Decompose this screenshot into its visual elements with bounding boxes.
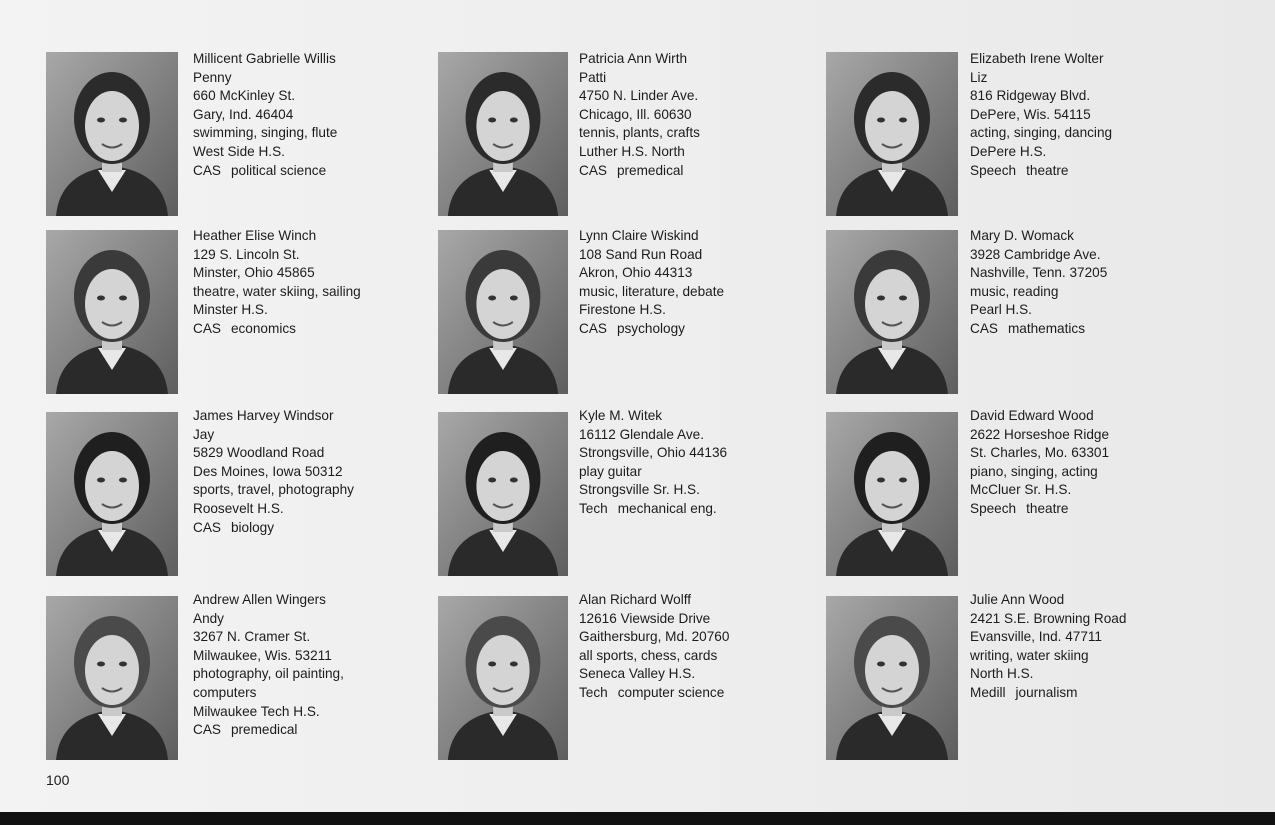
student-college: Tech xyxy=(579,500,608,516)
student-high-school: Roosevelt H.S. xyxy=(193,500,284,516)
student-portrait xyxy=(46,412,178,576)
student-street: 129 S. Lincoln St. xyxy=(193,246,300,262)
student-street: 3267 N. Cramer St. xyxy=(193,629,311,645)
student-high-school: Strongsville Sr. H.S. xyxy=(579,482,700,498)
student-high-school: West Side H.S. xyxy=(193,143,285,159)
student-portrait xyxy=(438,412,568,576)
page-number: 100 xyxy=(46,772,70,788)
student-activities: all sports, chess, cards xyxy=(579,647,718,663)
student-info xyxy=(970,407,1109,519)
student-name: Elizabeth Irene Wolter xyxy=(970,51,1104,66)
student-activities: theatre, water skiing, sailing xyxy=(193,283,361,299)
student-name: Kyle M. Witek xyxy=(579,408,663,423)
student-city: Milwaukee, Wis. 53211 xyxy=(193,647,332,663)
student-portrait xyxy=(438,52,568,216)
student-portrait xyxy=(826,52,958,216)
student-activities: swimming, singing, flute xyxy=(193,125,338,141)
student-major: premedical xyxy=(616,162,684,178)
student-portrait xyxy=(826,596,958,760)
student-name: James Harvey Windsor xyxy=(193,408,334,423)
student-major: economics xyxy=(230,320,296,336)
student-college: Speech xyxy=(970,500,1017,516)
student-portrait xyxy=(826,230,958,394)
student-major: journalism xyxy=(1015,684,1078,700)
student-college: Speech xyxy=(970,162,1017,178)
student-info xyxy=(579,50,700,180)
student-portrait xyxy=(46,52,178,216)
student-info xyxy=(579,407,727,519)
student-high-school: Pearl H.S. xyxy=(970,302,1032,318)
student-activities-cont: computers xyxy=(193,684,257,700)
student-portrait xyxy=(438,596,568,760)
student-high-school: Milwaukee Tech H.S. xyxy=(193,703,320,719)
student-street: 5829 Woodland Road xyxy=(193,445,325,461)
student-name: Millicent Gabrielle Willis xyxy=(193,51,336,66)
student-major: computer science xyxy=(617,684,725,700)
student-activities: piano, singing, acting xyxy=(970,463,1098,479)
student-city: DePere, Wis. 54115 xyxy=(970,106,1091,122)
student-name: Lynn Claire Wiskind xyxy=(579,228,699,243)
student-program xyxy=(970,500,1109,519)
student-street: 816 Ridgeway Blvd. xyxy=(970,88,1091,104)
student-program xyxy=(193,721,344,740)
student-nickname: Andy xyxy=(193,610,224,626)
student-high-school: North H.S. xyxy=(970,666,1034,682)
student-activities: tennis, plants, crafts xyxy=(579,125,700,141)
student-name: David Edward Wood xyxy=(970,408,1094,423)
student-nickname: Liz xyxy=(970,69,988,85)
student-info xyxy=(193,227,361,339)
student-high-school: Minster H.S. xyxy=(193,302,268,318)
student-major: mathematics xyxy=(1007,320,1086,336)
student-portrait xyxy=(826,412,958,576)
student-street: 3928 Cambridge Ave. xyxy=(970,246,1101,262)
student-name: Alan Richard Wolff xyxy=(579,592,692,607)
student-street: 12616 Viewside Drive xyxy=(579,610,711,626)
student-activities: music, reading xyxy=(970,283,1059,299)
student-info xyxy=(193,50,337,180)
student-nickname: Jay xyxy=(193,426,215,442)
student-major: political science xyxy=(230,162,327,178)
student-name: Patricia Ann Wirth xyxy=(579,51,688,66)
student-activities: play guitar xyxy=(579,463,642,479)
student-city: Evansville, Ind. 47711 xyxy=(970,629,1102,645)
student-college: CAS xyxy=(579,162,607,178)
student-college: CAS xyxy=(193,162,221,178)
student-high-school: Firestone H.S. xyxy=(579,302,666,318)
student-info xyxy=(970,227,1107,339)
student-city: Strongsville, Ohio 44136 xyxy=(579,445,728,461)
student-nickname: Penny xyxy=(193,69,232,85)
student-street: 108 Sand Run Road xyxy=(579,246,703,262)
scan-edge xyxy=(0,812,1275,825)
student-name: Heather Elise Winch xyxy=(193,228,317,243)
student-college: CAS xyxy=(193,722,221,738)
student-major: theatre xyxy=(1026,162,1069,178)
student-major: psychology xyxy=(616,320,685,336)
student-major: biology xyxy=(230,519,275,535)
student-street: 660 McKinley St. xyxy=(193,88,295,104)
student-college: Tech xyxy=(579,684,608,700)
student-program xyxy=(193,162,337,181)
student-college: CAS xyxy=(193,320,221,336)
student-program xyxy=(579,162,700,181)
student-nickname: Patti xyxy=(579,69,607,85)
student-street: 16112 Glendale Ave. xyxy=(579,426,704,442)
student-program xyxy=(193,519,354,538)
student-program xyxy=(970,320,1107,339)
student-major: mechanical eng. xyxy=(617,500,717,516)
student-program xyxy=(193,320,361,339)
student-major: theatre xyxy=(1026,500,1069,516)
student-city: Chicago, Ill. 60630 xyxy=(579,106,692,122)
student-activities: writing, water skiing xyxy=(970,647,1089,663)
student-city: St. Charles, Mo. 63301 xyxy=(970,445,1110,461)
student-high-school: McCluer Sr. H.S. xyxy=(970,482,1072,498)
student-street: 4750 N. Linder Ave. xyxy=(579,88,699,104)
student-info xyxy=(970,591,1126,703)
student-name: Julie Ann Wood xyxy=(970,592,1065,607)
student-info xyxy=(970,50,1112,180)
student-info xyxy=(193,407,354,537)
student-activities: sports, travel, photography xyxy=(193,482,354,498)
student-street: 2622 Horseshoe Ridge xyxy=(970,426,1110,442)
student-city: Akron, Ohio 44313 xyxy=(579,265,693,281)
student-portrait xyxy=(438,230,568,394)
student-city: Gary, Ind. 46404 xyxy=(193,106,294,122)
student-college: CAS xyxy=(579,320,607,336)
student-name: Andrew Allen Wingers xyxy=(193,592,326,607)
student-city: Minster, Ohio 45865 xyxy=(193,265,315,281)
student-high-school: Seneca Valley H.S. xyxy=(579,666,696,682)
student-college: CAS xyxy=(970,320,998,336)
student-program xyxy=(579,684,729,703)
student-street: 2421 S.E. Browning Road xyxy=(970,610,1127,626)
student-info xyxy=(579,591,729,703)
student-program xyxy=(579,500,727,519)
student-activities: music, literature, debate xyxy=(579,283,725,299)
student-info xyxy=(579,227,724,339)
student-activities: acting, singing, dancing xyxy=(970,125,1113,141)
student-city: Nashville, Tenn. 37205 xyxy=(970,265,1108,281)
student-activities: photography, oil painting, xyxy=(193,666,344,682)
student-college: Medill xyxy=(970,684,1006,700)
student-city: Des Moines, Iowa 50312 xyxy=(193,463,343,479)
student-city: Gaithersburg, Md. 20760 xyxy=(579,629,730,645)
student-name: Mary D. Womack xyxy=(970,228,1074,243)
student-program xyxy=(970,684,1126,703)
student-program xyxy=(970,162,1112,181)
student-program xyxy=(579,320,724,339)
student-portrait xyxy=(46,596,178,760)
student-college: CAS xyxy=(193,519,221,535)
student-high-school: Luther H.S. North xyxy=(579,143,685,159)
student-high-school: DePere H.S. xyxy=(970,143,1047,159)
student-portrait xyxy=(46,230,178,394)
student-major: premedical xyxy=(230,722,298,738)
student-info xyxy=(193,591,344,740)
